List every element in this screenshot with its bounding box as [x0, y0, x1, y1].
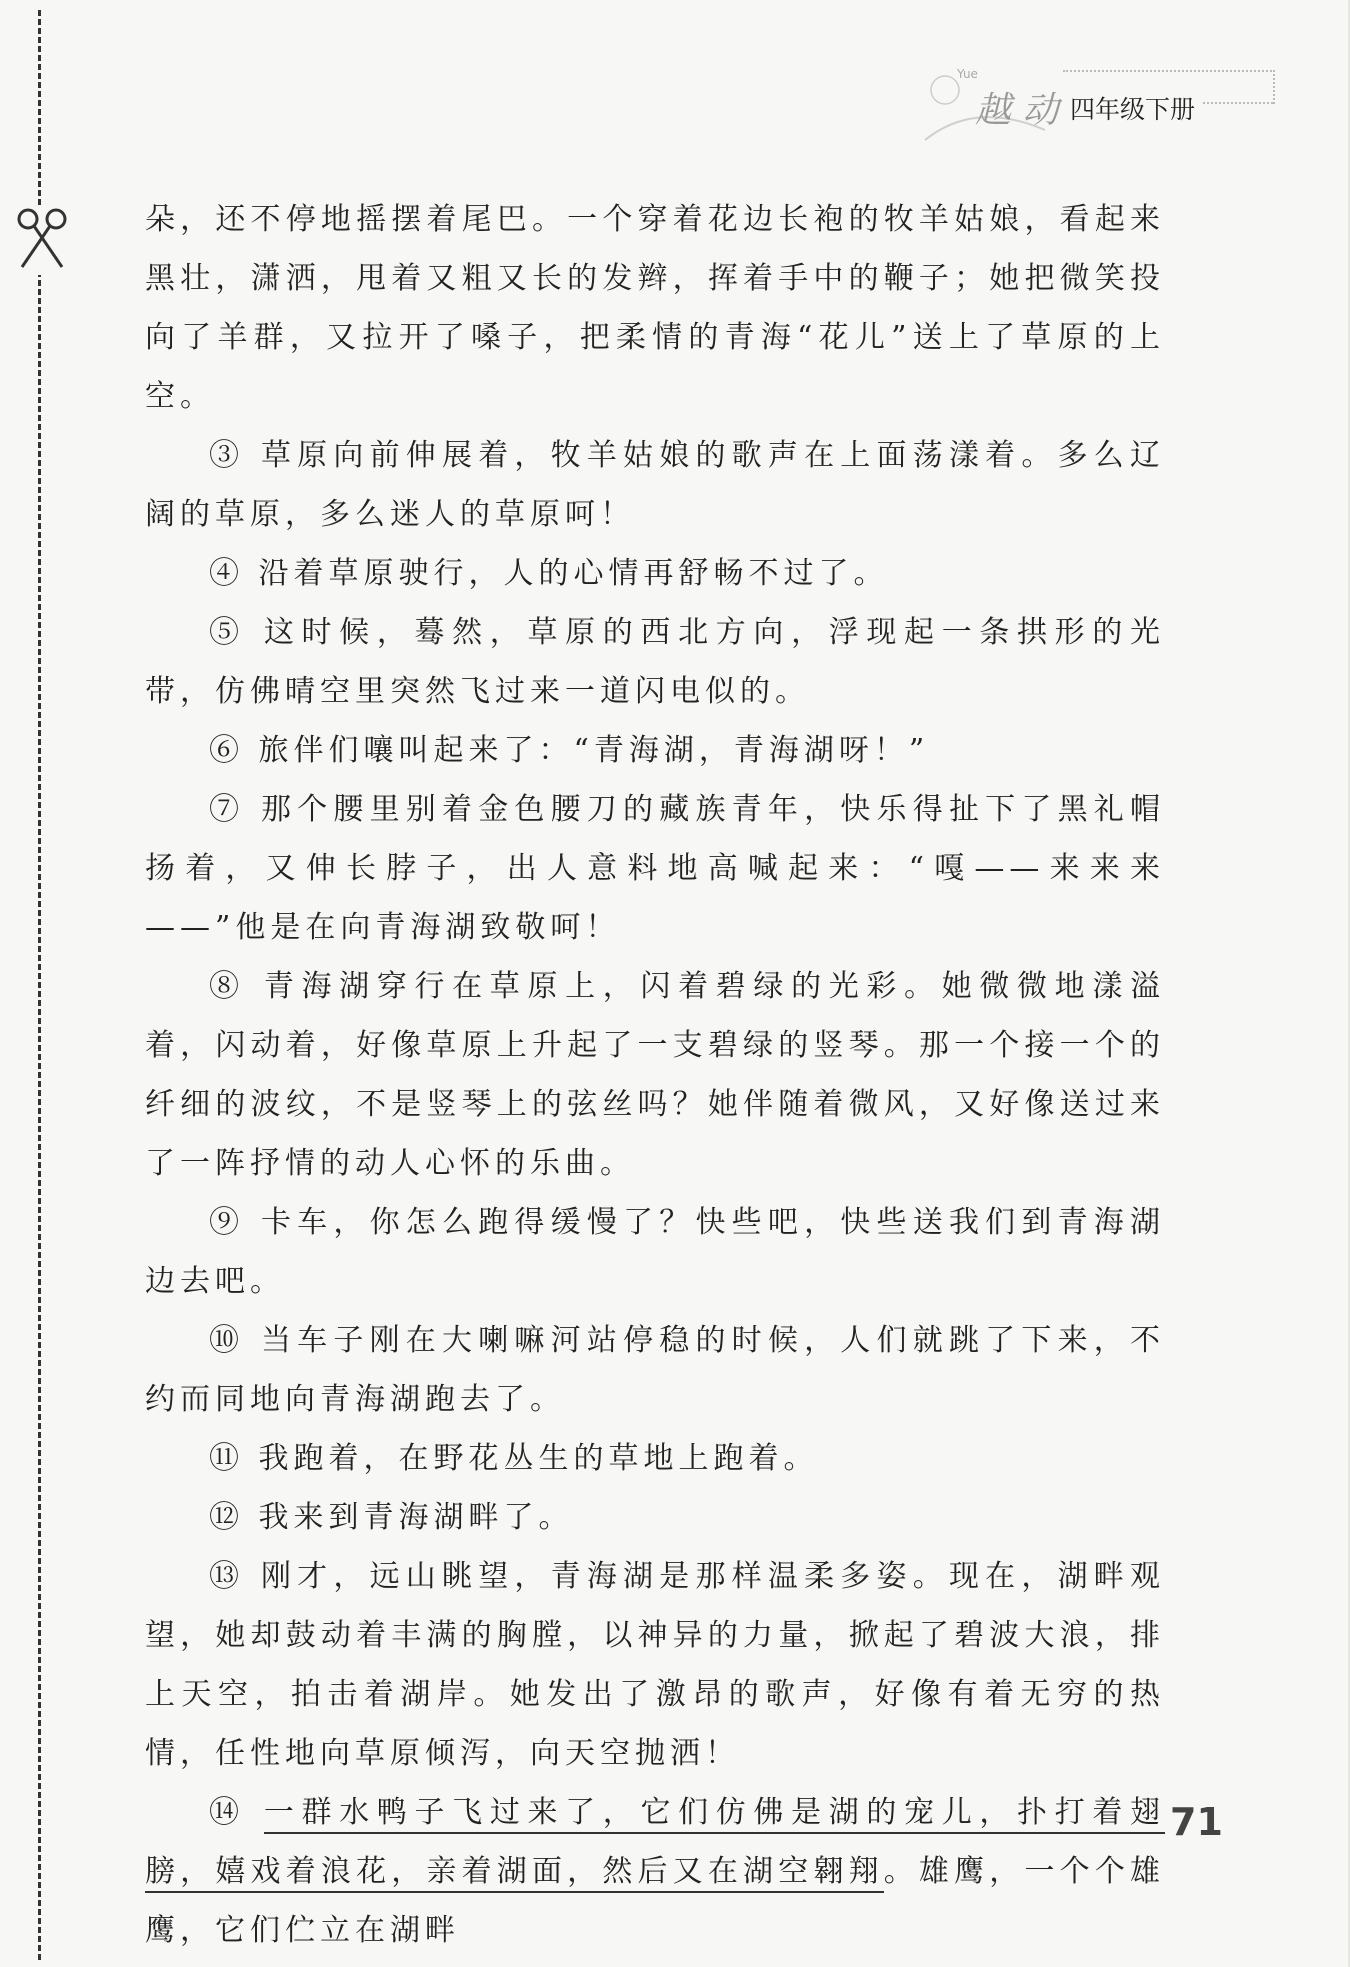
- paragraph-rest: 。雄鹰，一个个雄鹰，它们伫立在湖畔: [145, 1854, 1166, 1948]
- paragraph: ⑦ 那个腰里别着金色腰刀的藏族青年，快乐得扯下了黑礼帽扬着，又伸长脖子，出人意料地高喊起来：“嘎——来来来——”他是在向青海湖致敬呵！: [145, 792, 1165, 945]
- article-body: [145, 190, 1165, 1960]
- publisher-logo: [905, 60, 1065, 160]
- page-header: [855, 60, 1275, 170]
- paragraph: ⑤ 这时候，蓦然，草原的西北方向，浮现起一条拱形的光带，仿佛晴空里突然飞过来一道闪电似的。: [145, 615, 1165, 709]
- page-number: 71: [1170, 1800, 1223, 1844]
- header-rule-lower: [1203, 102, 1273, 104]
- scissors-icon: [14, 205, 70, 275]
- paragraph: ④ 沿着草原驶行，人的心情再舒畅不过了。: [209, 556, 889, 591]
- paragraph: ⑩ 当车子刚在大喇嘛河站停稳的时候，人们就跳了下来，不约而同地向青海湖跑去了。: [145, 1323, 1165, 1417]
- paragraph-underlined: [145, 1783, 1165, 1960]
- paragraph: ③ 草原向前伸展着，牧羊姑娘的歌声在上面荡漾着。多么辽阔的草原，多么迷人的草原呵！: [145, 438, 1165, 532]
- logo-pinyin: Yue: [957, 67, 978, 81]
- paragraph: ⑥ 旅伴们嚷叫起来了：“青海湖，青海湖呀！”: [209, 733, 930, 768]
- paragraph: ⑪ 我跑着，在野花丛生的草地上跑着。: [209, 1441, 819, 1476]
- grade-label: 四年级下册: [1070, 95, 1196, 124]
- paragraph: ⑧ 青海湖穿行在草原上，闪着碧绿的光彩。她微微地漾溢着，闪动着，好像草原上升起了一支碧绿的竖琴。那一个接一个的纤细的波纹，不是竖琴上的弦丝吗？她伴随着微风，又好像送过来了一阵抒情的动人心怀的乐曲。: [145, 969, 1165, 1181]
- paragraph: ⑬ 刚才，远山眺望，青海湖是那样温柔多姿。现在，湖畔观望，她却鼓动着丰满的胸膛，以神异的力量，掀起了碧波大浪，排上天空，拍击着湖岸。她发出了激昂的歌声，好像有着无穷的热情，任性地向草原倾泻，向天空抛洒！: [145, 1559, 1165, 1771]
- paragraph: ⑫ 我来到青海湖畔了。: [209, 1500, 574, 1535]
- underlined-sentence: 一群水鸭子飞过来了，它们仿佛是湖的宠儿，扑打着翅膀，嬉戏着浪花，亲着湖面，然后又在湖空翱翔: [145, 1795, 1165, 1893]
- paragraph: ⑨ 卡车，你怎么跑得缓慢了？快些吧，快些送我们到青海湖边去吧。: [145, 1205, 1165, 1299]
- logo-text: 越 动: [975, 90, 1059, 131]
- paragraph-number: ⑭: [209, 1795, 247, 1830]
- paragraph: 朵，还不停地摇摆着尾巴。一个穿着花边长袍的牧羊姑娘，看起来黑壮，潇洒，甩着又粗又长的发辫，挥着手中的鞭子；她把微笑投向了羊群，又拉开了嗓子，把柔情的青海“花儿”送上了草原的上空。: [145, 202, 1165, 414]
- cut-line: [38, 10, 41, 1960]
